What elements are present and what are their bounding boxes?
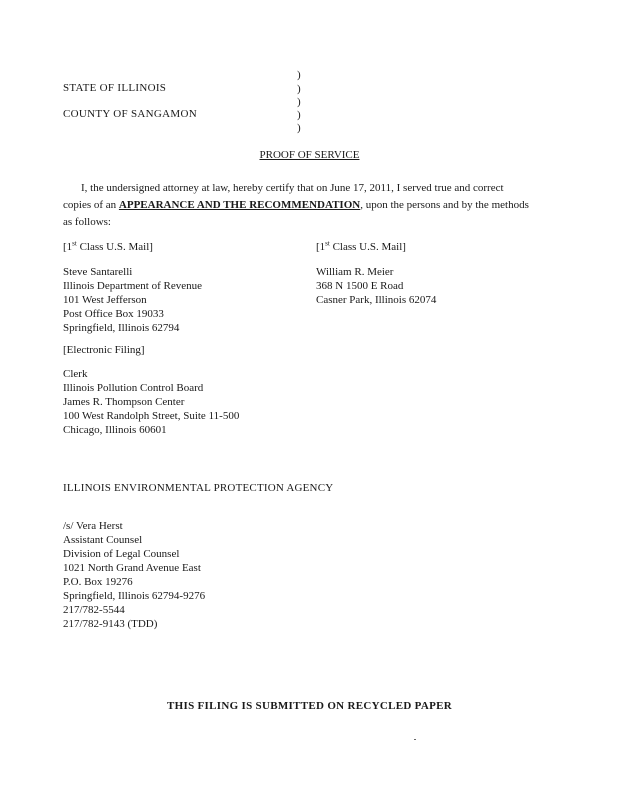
caption-paren: ) <box>297 122 301 134</box>
certification-text: I, the undersigned attorney at law, hereby certify that on June 17, 2011, I served true and correct copies of an <box>63 182 504 211</box>
address-line: Chicago, Illinois 60601 <box>63 424 167 436</box>
signature-line: P.O. Box 19276 <box>63 576 133 588</box>
recycled-paper-notice: THIS FILING IS SUBMITTED ON RECYCLED PAPER <box>167 700 452 712</box>
service-right-header: [1st Class U.S. Mail] <box>316 239 406 253</box>
recipient-left-address <box>63 265 202 335</box>
address-line: Casner Park, Illinois 62074 <box>316 294 437 306</box>
caption-paren: ) <box>297 83 301 95</box>
address-line: Illinois Pollution Control Board <box>63 382 204 394</box>
caption-state: STATE OF ILLINOIS <box>63 82 167 94</box>
signature-line: Springfield, Illinois 62794-9276 <box>63 590 206 602</box>
address-line: Clerk <box>63 368 88 380</box>
served-documents: APPEARANCE AND THE RECOMMENDATION <box>118 199 361 211</box>
address-line: 101 West Jefferson <box>63 294 147 306</box>
signature-line: /s/ Vera Herst <box>63 520 123 532</box>
address-line: Steve Santarelli <box>63 266 133 278</box>
address-line: Illinois Department of Revenue <box>63 280 202 292</box>
address-line: 368 N 1500 E Road <box>316 280 404 292</box>
address-line: William R. Meier <box>316 266 394 278</box>
caption-paren: ) <box>297 109 301 121</box>
signature-line: Assistant Counsel <box>63 534 143 546</box>
agency-name: ILLINOIS ENVIRONMENTAL PROTECTION AGENCY <box>63 482 334 494</box>
signature-line: 1021 North Grand Avenue East <box>63 562 201 574</box>
service-left-header: [1st Class U.S. Mail] <box>63 239 153 253</box>
signature-block <box>63 519 205 631</box>
signature-line: Division of Legal Counsel <box>63 548 180 560</box>
caption-county: COUNTY OF SANGAMON <box>63 108 197 120</box>
address-line: Post Office Box 19033 <box>63 308 164 320</box>
address-line: Springfield, Illinois 62794 <box>63 322 180 334</box>
address-line: James R. Thompson Center <box>63 396 185 408</box>
certification-text-end: , upon the persons and by the methods as follows: <box>63 199 529 228</box>
document-title: PROOF OF SERVICE <box>259 149 360 161</box>
scan-speck <box>414 739 416 740</box>
clerk-address <box>63 367 239 437</box>
certification-paragraph <box>63 180 533 231</box>
signature-line: 217/782-9143 (TDD) <box>63 618 158 630</box>
signature-line: 217/782-5544 <box>63 604 125 616</box>
caption-paren: ) <box>297 69 301 81</box>
recipient-right-address <box>316 265 436 307</box>
address-line: 100 West Randolph Street, Suite 11-500 <box>63 410 240 422</box>
caption-paren: ) <box>297 96 301 108</box>
electronic-filing-header: [Electronic Filing] <box>63 344 145 356</box>
